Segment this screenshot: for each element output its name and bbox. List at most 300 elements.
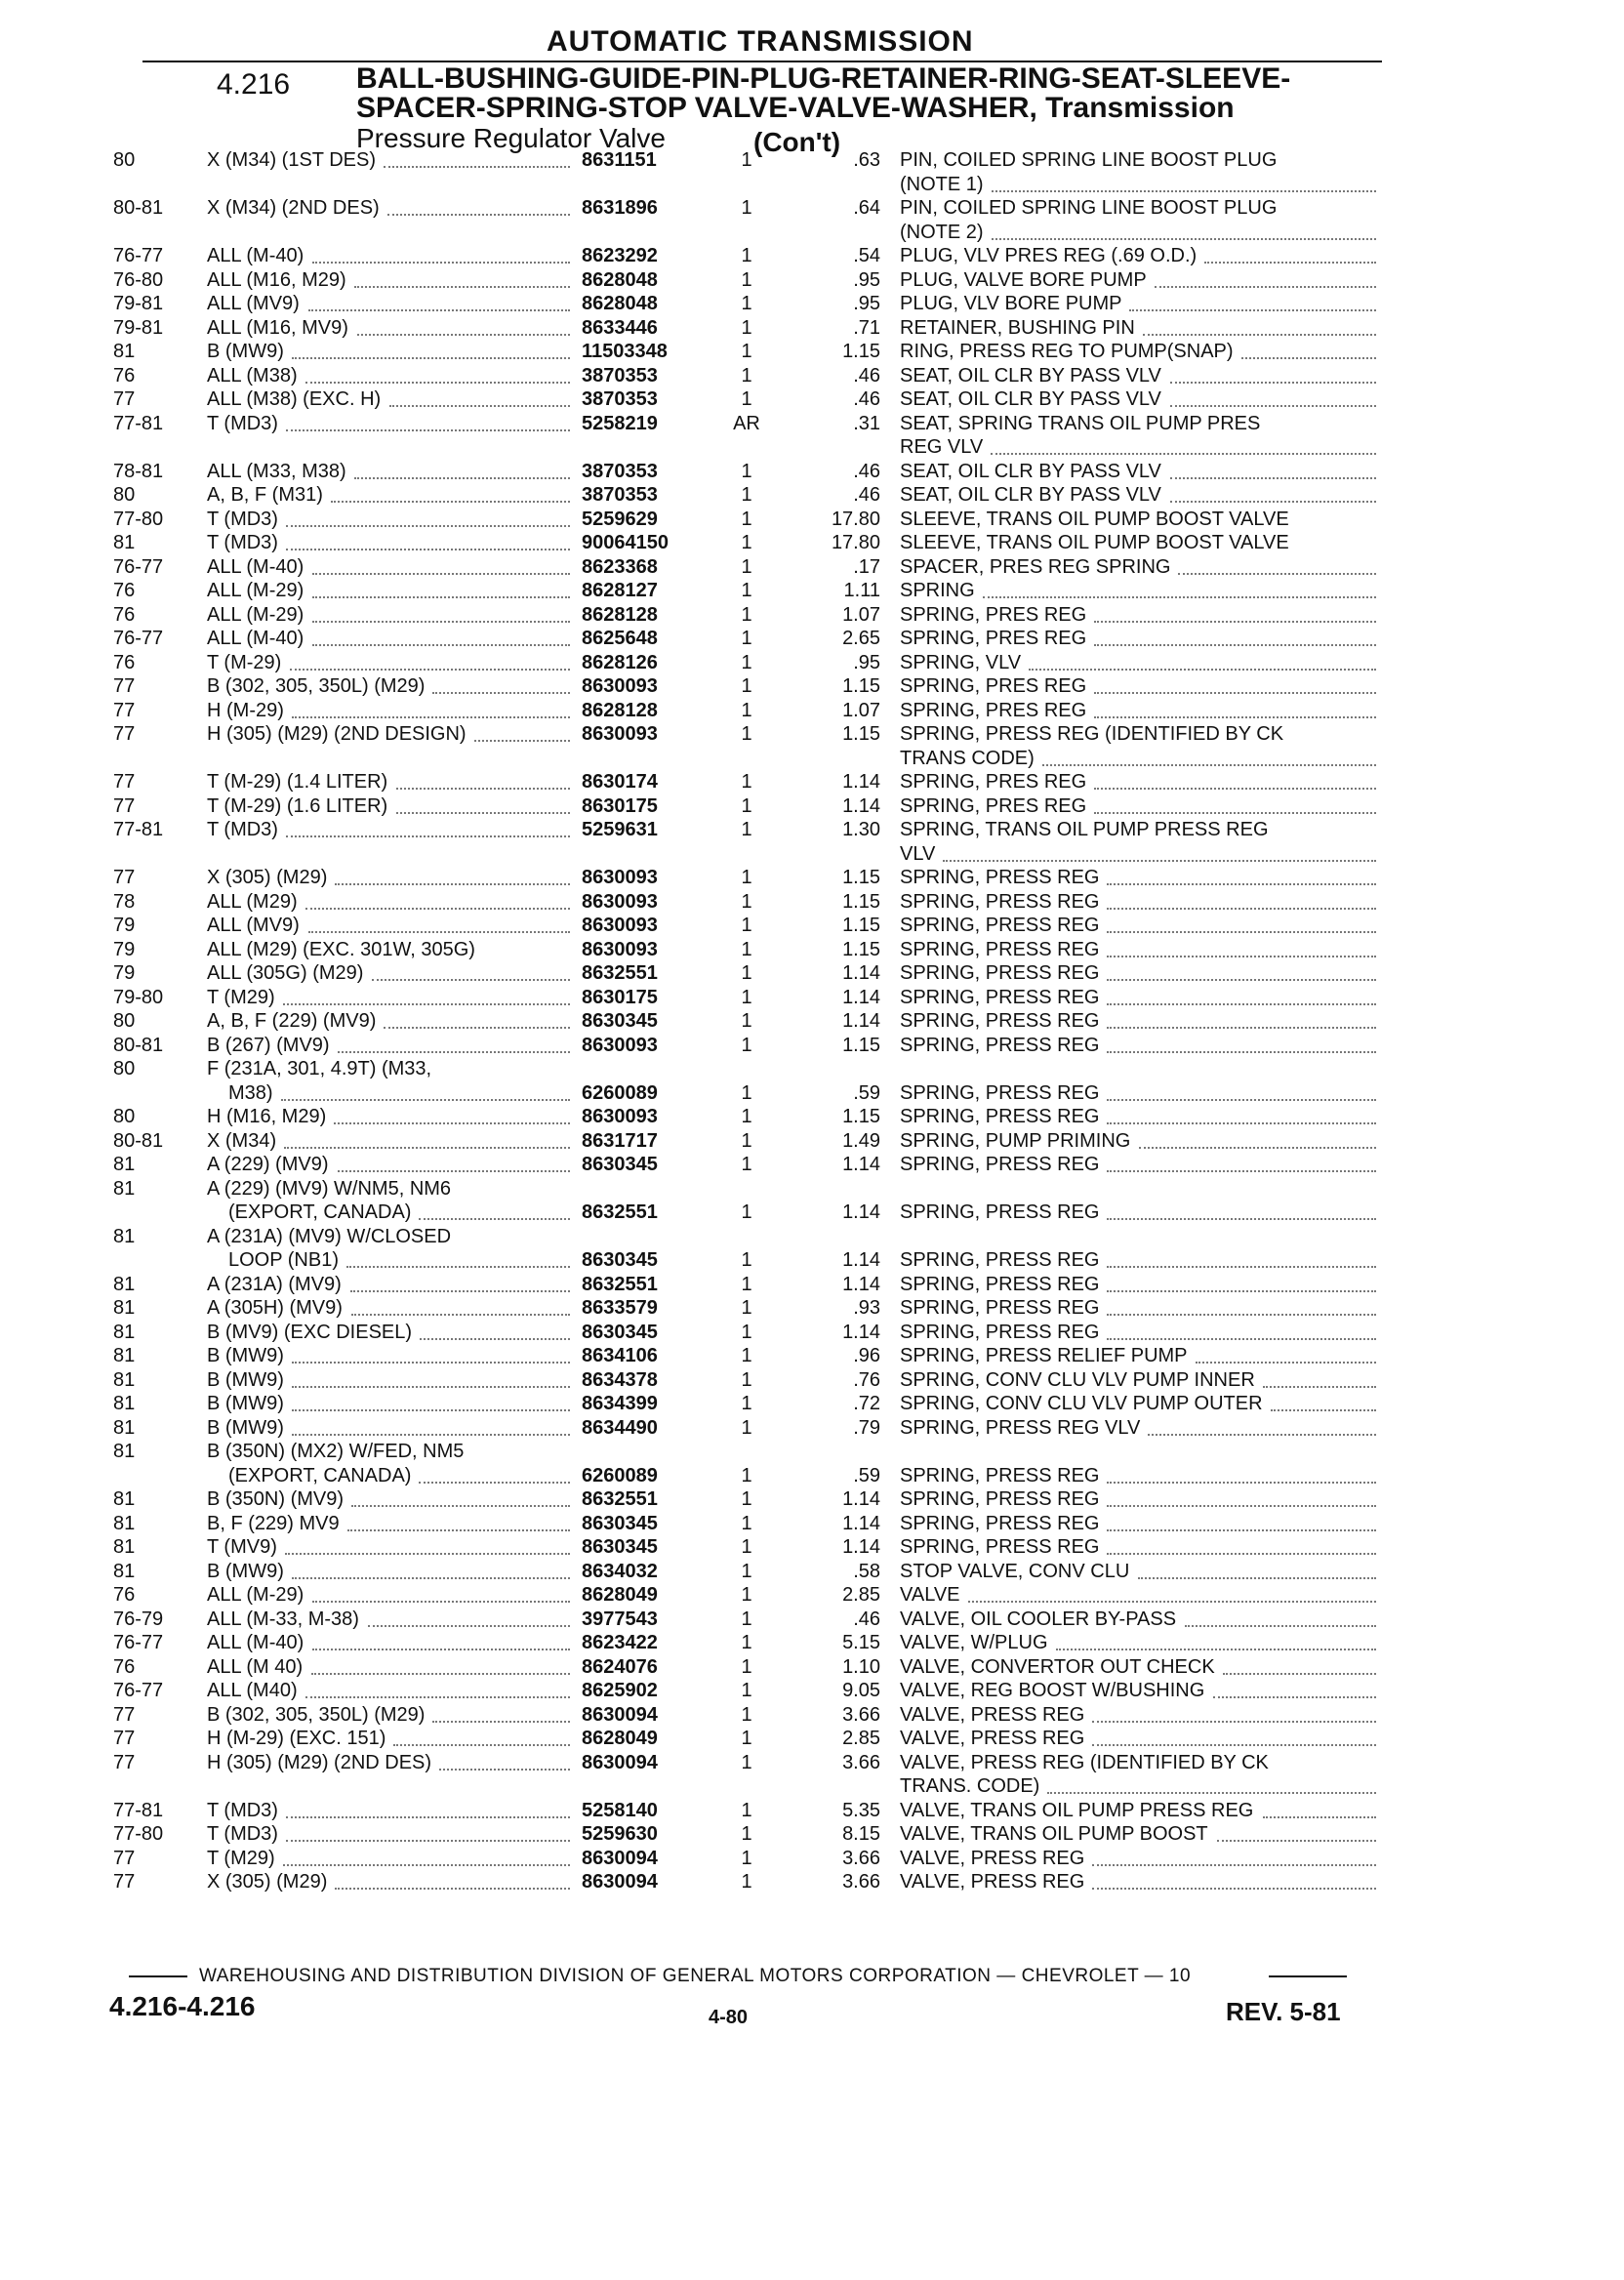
row-description: SPACER, PRES REG SPRING (900, 555, 1171, 578)
row-application: (EXPORT, CANADA) (228, 1201, 412, 1223)
leader-dots (1170, 460, 1376, 479)
footer-page-number: 4-80 (709, 2007, 749, 2028)
leader-dots (1094, 794, 1376, 814)
row-year: 81 (113, 1321, 136, 1343)
row-description: VALVE, REG BOOST W/BUSHING (900, 1680, 1205, 1701)
leader-dots (283, 1847, 570, 1866)
row-description: REG VLV (900, 436, 984, 458)
row-application: X (M34) (207, 1129, 277, 1152)
leader-dots (312, 1583, 570, 1603)
leader-dots (1042, 747, 1376, 766)
row-year: 76-79 (113, 1608, 164, 1630)
parts-table-row (0, 555, 1624, 580)
row-description: SPRING, PRESS REG (900, 1081, 1100, 1104)
leader-dots (1107, 1535, 1376, 1555)
leader-dots (283, 986, 570, 1005)
row-description: SEAT, OIL CLR BY PASS VLV (900, 484, 1161, 506)
row-description: (NOTE 2) (900, 221, 984, 243)
leader-dots (1107, 1487, 1376, 1507)
row-description: SPRING, PRES REG (900, 675, 1087, 697)
row-description: (NOTE 1) (900, 173, 984, 195)
row-quantity: 1 (741, 1608, 752, 1630)
row-description: SPRING, PRESS REG (900, 1297, 1100, 1319)
row-quantity: 1 (741, 293, 752, 314)
parts-table-row (0, 1679, 1624, 1703)
row-year: 76-77 (113, 628, 164, 649)
row-application: B (MW9) (207, 1368, 284, 1391)
row-part-number: 90064150 (582, 532, 669, 553)
row-year: 76-77 (113, 245, 164, 266)
leader-dots (420, 1321, 570, 1340)
row-quantity: 1 (741, 794, 752, 817)
row-year: 77 (113, 1751, 136, 1773)
row-quantity: 1 (741, 1751, 752, 1773)
leader-dots (1107, 1273, 1376, 1292)
row-year: 76-80 (113, 268, 164, 291)
row-application: ALL (M29) (EXC. 301W, 305G) (207, 938, 475, 960)
row-price: 1.14 (842, 1201, 880, 1223)
leader-dots (432, 1703, 570, 1723)
leader-dots (1107, 986, 1376, 1005)
leader-dots (1107, 1105, 1376, 1124)
leader-dots (311, 1655, 570, 1675)
parts-table-row (0, 1727, 1624, 1751)
row-year: 77 (113, 867, 136, 888)
parts-table-row (0, 1847, 1624, 1871)
parts-table-row (0, 818, 1624, 842)
row-quantity: 1 (741, 986, 752, 1008)
row-application: X (305) (M29) (207, 867, 328, 888)
leader-dots (1223, 1655, 1376, 1675)
row-part-number: 8630174 (582, 771, 658, 793)
row-price: 5.35 (842, 1799, 880, 1821)
row-description: SEAT, OIL CLR BY PASS VLV (900, 364, 1161, 387)
parts-table-row (0, 340, 1624, 364)
row-application: B (302, 305, 350L) (M29) (207, 1703, 426, 1726)
parts-table-row (0, 316, 1624, 341)
row-quantity: 1 (741, 867, 752, 888)
row-quantity: 1 (741, 890, 752, 913)
row-quantity: 1 (741, 1106, 752, 1127)
row-quantity: 1 (741, 268, 752, 291)
parts-list (0, 148, 1624, 1894)
row-description: SPRING, CONV CLU VLV PUMP INNER (900, 1368, 1255, 1391)
row-description: VALVE, TRANS OIL PUMP PRESS REG (900, 1799, 1254, 1821)
row-quantity: 1 (741, 1871, 752, 1893)
leader-dots (1107, 1296, 1376, 1316)
leader-dots (992, 173, 1376, 192)
row-quantity: 1 (741, 1416, 752, 1439)
leader-dots (1092, 1870, 1376, 1890)
row-price: 1.14 (842, 986, 880, 1008)
parts-table-row (0, 292, 1624, 316)
row-price: .46 (853, 484, 880, 506)
row-year: 76 (113, 651, 136, 673)
row-quantity: 1 (741, 699, 752, 721)
parts-table-row (0, 244, 1624, 268)
leader-dots (992, 221, 1376, 240)
row-part-number: 8633446 (582, 316, 658, 339)
row-year: 77 (113, 675, 136, 697)
row-price: 5.15 (842, 1632, 880, 1653)
parts-table-row (0, 627, 1624, 651)
parts-table-row (0, 483, 1624, 508)
row-quantity: 1 (741, 149, 752, 171)
leader-dots (1107, 1248, 1376, 1268)
row-year: 80 (113, 149, 136, 171)
parts-table-row (0, 1392, 1624, 1416)
row-quantity: 1 (741, 1584, 752, 1606)
row-quantity: 1 (741, 1464, 752, 1486)
row-application: X (305) (M29) (207, 1871, 328, 1893)
row-quantity: 1 (741, 915, 752, 936)
leader-dots (335, 1870, 570, 1890)
row-year: 81 (113, 1393, 136, 1414)
row-price: .17 (853, 555, 880, 578)
row-description: VALVE, PRESS REG (IDENTIFIED BY CK (900, 1751, 1269, 1773)
row-description: PIN, COILED SPRING LINE BOOST PLUG (900, 149, 1278, 171)
row-application: ALL (305G) (M29) (207, 962, 364, 984)
leader-dots (1170, 364, 1376, 384)
leader-dots (308, 292, 570, 311)
leader-dots (312, 555, 570, 575)
row-quantity: 1 (741, 1823, 752, 1845)
row-application: M38) (228, 1081, 273, 1104)
leader-dots (419, 1201, 570, 1220)
parts-table-row (0, 435, 1624, 460)
row-price: 1.14 (842, 962, 880, 984)
row-year: 81 (113, 1536, 136, 1558)
row-part-number: 5259630 (582, 1823, 658, 1845)
row-part-number: 3977543 (582, 1608, 658, 1630)
leader-dots (312, 603, 570, 623)
row-application: ALL (M29) (207, 890, 298, 913)
row-part-number: 8630345 (582, 1154, 658, 1175)
parts-table-row (0, 1153, 1624, 1177)
row-description: SPRING, PRESS REG (900, 1249, 1100, 1271)
footer-division-line: WAREHOUSING AND DISTRIBUTION DIVISION OF GENERAL MOTORS CORPORATION — CHEVROLET — 10 (199, 1966, 1192, 1986)
row-description: VALVE, PRESS REG (900, 1847, 1085, 1869)
row-application: (EXPORT, CANADA) (228, 1464, 412, 1486)
footer-rule-right (1269, 1975, 1347, 1977)
row-description: TRANS. CODE) (900, 1775, 1040, 1797)
row-application: X (M34) (1ST DES) (207, 149, 376, 171)
parts-table-row (0, 1248, 1624, 1273)
row-description: SPRING, PRESS REG (900, 1512, 1100, 1534)
row-year: 76 (113, 1655, 136, 1678)
parts-table-row (0, 412, 1624, 436)
parts-table-row (0, 842, 1624, 867)
row-year: 81 (113, 1512, 136, 1534)
row-description: SPRING, PRESS RELIEF PUMP (900, 1345, 1188, 1366)
row-application: H (M-29) (EXC. 151) (207, 1728, 386, 1749)
row-quantity: 1 (741, 628, 752, 649)
leader-dots (1271, 1392, 1376, 1411)
row-quantity: 1 (741, 197, 752, 219)
parts-table-row (0, 1535, 1624, 1560)
row-part-number: 5259631 (582, 819, 658, 840)
parts-table-row (0, 651, 1624, 675)
leader-dots (286, 1799, 570, 1818)
row-description: SLEEVE, TRANS OIL PUMP BOOST VALVE (900, 532, 1289, 553)
row-description: SPRING, PRES REG (900, 771, 1087, 793)
row-part-number: 8631717 (582, 1129, 658, 1152)
row-price: 3.66 (842, 1847, 880, 1869)
leader-dots (286, 1822, 570, 1842)
row-application: T (MD3) (207, 508, 278, 530)
row-quantity: 1 (741, 580, 752, 601)
row-year: 78 (113, 890, 136, 913)
row-part-number: 8634032 (582, 1560, 658, 1582)
leader-dots (1138, 1560, 1376, 1579)
row-part-number: 8630175 (582, 794, 658, 817)
row-year: 77 (113, 1871, 136, 1893)
row-part-number: 8623422 (582, 1632, 658, 1653)
row-description: SPRING, PRESS REG (900, 1464, 1100, 1486)
row-part-number: 8630175 (582, 986, 658, 1008)
row-application: B (350N) (MX2) W/FED, NM5 (207, 1441, 465, 1462)
parts-table-row (0, 1774, 1624, 1799)
row-price: 3.66 (842, 1751, 880, 1773)
row-year: 79 (113, 915, 136, 936)
row-quantity: 1 (741, 603, 752, 626)
row-application: ALL (M38) (EXC. H) (207, 388, 382, 410)
row-price: 1.07 (842, 699, 880, 721)
leader-dots (312, 244, 570, 264)
row-application: ALL (M16, MV9) (207, 316, 348, 339)
row-part-number: 8630093 (582, 938, 658, 960)
leader-dots (290, 651, 570, 671)
row-year: 80-81 (113, 1034, 164, 1056)
row-part-number: 8632551 (582, 1273, 658, 1295)
row-quantity: 1 (741, 484, 752, 506)
footer-rule-left (129, 1975, 187, 1977)
row-quantity: 1 (741, 1512, 752, 1534)
row-application: ALL (M-40) (207, 245, 304, 266)
row-price: 8.15 (842, 1823, 880, 1845)
leader-dots (286, 531, 570, 550)
row-application: A (231A) (MV9) W/CLOSED (207, 1225, 452, 1247)
row-price: 1.14 (842, 794, 880, 817)
row-description: VALVE, PRESS REG (900, 1703, 1085, 1726)
row-part-number: 3870353 (582, 364, 658, 387)
row-year: 81 (113, 341, 136, 362)
leader-dots (1107, 890, 1376, 910)
parts-table-row (0, 1487, 1624, 1512)
row-quantity: 1 (741, 1034, 752, 1056)
parts-table-row (0, 722, 1624, 747)
leader-dots (292, 1368, 570, 1388)
leader-dots (292, 1416, 570, 1436)
row-quantity: 1 (741, 1703, 752, 1726)
row-description: TRANS CODE) (900, 747, 1035, 769)
row-description: VALVE (900, 1584, 960, 1606)
row-part-number: 8628128 (582, 603, 658, 626)
row-price: 1.15 (842, 723, 880, 745)
row-part-number: 5258140 (582, 1799, 658, 1821)
row-quantity: 1 (741, 1799, 752, 1821)
parts-table-row (0, 1560, 1624, 1584)
row-part-number: 8625902 (582, 1680, 658, 1701)
row-application: B (MW9) (207, 1393, 284, 1414)
row-year: 76 (113, 580, 136, 601)
row-price: 17.80 (831, 532, 880, 553)
row-price: 1.14 (842, 771, 880, 793)
row-price: 1.07 (842, 603, 880, 626)
parts-table-row (0, 1344, 1624, 1368)
row-year: 81 (113, 1297, 136, 1319)
row-year: 80-81 (113, 197, 164, 219)
row-application: B (MW9) (207, 1560, 284, 1582)
row-application: ALL (M-29) (207, 603, 304, 626)
parts-table-row (0, 1464, 1624, 1488)
parts-table-row (0, 699, 1624, 723)
row-quantity: 1 (741, 771, 752, 793)
leader-dots (1107, 1464, 1376, 1484)
row-price: 1.14 (842, 1249, 880, 1271)
row-description: RETAINER, BUSHING PIN (900, 316, 1135, 339)
row-year: 81 (113, 1368, 136, 1391)
row-application: ALL (M-40) (207, 628, 304, 649)
row-description: SPRING, PRESS REG (900, 890, 1100, 913)
row-year: 81 (113, 1225, 136, 1247)
parts-table-row (0, 603, 1624, 628)
row-part-number: 5258219 (582, 412, 658, 434)
row-description: SPRING, PRESS REG (900, 986, 1100, 1008)
row-application: T (MD3) (207, 1823, 278, 1845)
row-quantity: 1 (741, 1129, 752, 1152)
leader-dots (354, 268, 570, 288)
row-year: 79 (113, 938, 136, 960)
row-part-number: 8630345 (582, 1321, 658, 1343)
leader-dots (1204, 244, 1376, 264)
page-header-title: AUTOMATIC TRANSMISSION (547, 25, 974, 58)
leader-dots (350, 1273, 570, 1292)
leader-dots (285, 1535, 570, 1555)
row-quantity: 1 (741, 1488, 752, 1510)
leader-dots (384, 148, 570, 168)
row-description: SPRING, PRESS REG (900, 938, 1100, 960)
continued-label: (Con't) (753, 127, 841, 157)
row-price: 9.05 (842, 1680, 880, 1701)
leader-dots (331, 483, 570, 503)
row-price: 1.15 (842, 915, 880, 936)
row-application: T (M29) (207, 986, 275, 1008)
row-part-number: 8634378 (582, 1368, 658, 1391)
row-application: B (267) (MV9) (207, 1034, 330, 1056)
row-price: 1.11 (843, 580, 880, 601)
row-year: 77 (113, 1728, 136, 1749)
parts-table-row (0, 1273, 1624, 1297)
row-application: T (MD3) (207, 819, 278, 840)
parts-table-row (0, 794, 1624, 819)
parts-table-row (0, 508, 1624, 532)
leader-dots (1094, 770, 1376, 790)
row-quantity: 1 (741, 1010, 752, 1032)
row-description: SPRING, PRESS REG (900, 1010, 1100, 1032)
leader-dots (372, 961, 570, 981)
leader-dots (419, 1464, 570, 1484)
row-application: H (305) (M29) (2ND DESIGN) (207, 723, 467, 745)
parts-table-row (0, 387, 1624, 412)
row-quantity: 1 (741, 1273, 752, 1295)
leader-dots (312, 579, 570, 598)
row-description: SPRING, PRESS REG (900, 1273, 1100, 1295)
parts-table-row (0, 986, 1624, 1010)
row-part-number: 8628128 (582, 699, 658, 721)
row-application: F (231A, 301, 4.9T) (M33, (207, 1058, 432, 1079)
row-description: SPRING, TRANS OIL PUMP PRESS REG (900, 819, 1269, 840)
leader-dots (1143, 316, 1376, 336)
row-price: .76 (853, 1368, 880, 1391)
row-quantity: 1 (741, 938, 752, 960)
row-price: .79 (853, 1416, 880, 1439)
leader-dots (1263, 1368, 1376, 1388)
leader-dots (1148, 1416, 1376, 1436)
leader-dots (983, 579, 1376, 598)
row-year: 77 (113, 794, 136, 817)
row-year: 81 (113, 1273, 136, 1295)
row-year: 77 (113, 699, 136, 721)
leader-dots (335, 866, 570, 885)
row-description: SEAT, SPRING TRANS OIL PUMP PRES (900, 412, 1261, 434)
parts-table-row (0, 1751, 1624, 1775)
row-description: SPRING, PRESS REG (900, 1034, 1100, 1056)
row-part-number: 8630345 (582, 1249, 658, 1271)
row-part-number: 5259629 (582, 508, 658, 530)
row-quantity: 1 (741, 1345, 752, 1366)
row-application: B (MW9) (207, 341, 284, 362)
row-quantity: 1 (741, 245, 752, 266)
row-application: ALL (M33, M38) (207, 460, 346, 482)
row-description: SPRING, PUMP PRIMING (900, 1129, 1131, 1152)
section-title (356, 64, 1290, 123)
row-application: T (M-29) (207, 651, 282, 673)
leader-dots (1094, 674, 1376, 694)
leader-dots (1107, 1034, 1376, 1053)
row-part-number: 8625648 (582, 628, 658, 649)
leader-dots (338, 1153, 570, 1172)
row-application: X (M34) (2ND DES) (207, 197, 380, 219)
row-price: .46 (853, 388, 880, 410)
row-price: .95 (853, 293, 880, 314)
row-description: SPRING, PRESS REG (900, 1106, 1100, 1127)
row-application: ALL (M40) (207, 1680, 298, 1701)
parts-table-row (0, 268, 1624, 293)
row-description: PLUG, VLV BORE PUMP (900, 293, 1122, 314)
row-price: .95 (853, 651, 880, 673)
row-quantity: 1 (741, 819, 752, 840)
leader-dots (474, 722, 570, 742)
row-year: 80 (113, 484, 136, 506)
row-application: T (MD3) (207, 1799, 278, 1821)
parts-table-row (0, 579, 1624, 603)
parts-table-row (0, 961, 1624, 986)
parts-table-row (0, 890, 1624, 915)
row-price: 2.85 (842, 1584, 880, 1606)
leader-dots (292, 1392, 570, 1411)
row-part-number: 8634399 (582, 1393, 658, 1414)
row-year: 81 (113, 1345, 136, 1366)
row-price: 1.14 (842, 1273, 880, 1295)
row-year: 77-81 (113, 819, 164, 840)
parts-table-row (0, 221, 1624, 245)
row-application: B (MW9) (207, 1416, 284, 1439)
row-year: 77-81 (113, 1799, 164, 1821)
row-application: B (302, 305, 350L) (M29) (207, 675, 426, 697)
row-year: 81 (113, 532, 136, 553)
row-description: PLUG, VLV PRES REG (.69 O.D.) (900, 245, 1198, 266)
